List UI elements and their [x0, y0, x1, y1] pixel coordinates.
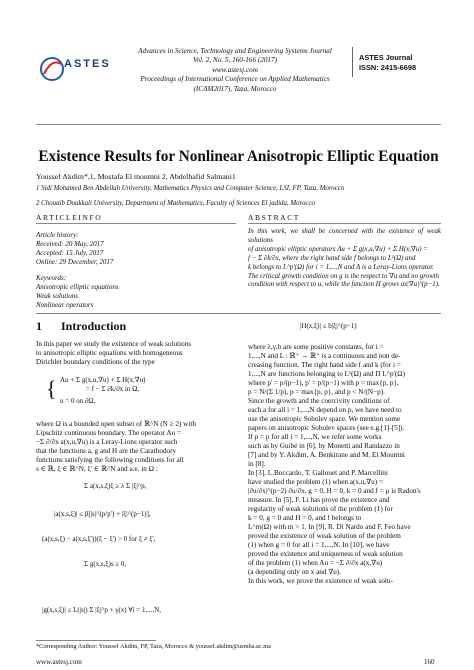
condition-4: Σ g(x,s,ξ)s ≥ 0,	[84, 560, 127, 568]
journal-link[interactable]: www.astesj.com	[212, 65, 258, 74]
abstract-line: f − Σ ∂k/∂x, where the right hand side f belongs to L¹(Ω) and	[248, 254, 416, 262]
journal-box-issn: ISSN: 2415-6698	[359, 63, 417, 72]
condition-2: |a(x,s,ξ)| ≤ β[|s|^(p/p') + |ξ|^(p−1)],	[54, 510, 151, 518]
equation-line: u = 0 on ∂Ω,	[60, 397, 96, 405]
journal-line: Advances in Science, Technology and Engineering Systems Journal	[138, 47, 332, 55]
text-line: Since the growth and the coercivity conditions of	[248, 397, 390, 405]
text-line: In this paper we study the existence of weak solutions	[36, 340, 192, 348]
footnote-divider	[36, 640, 156, 641]
text-line: In [3], L.Boccardo, T. Gallouet and P. Marcellini	[248, 469, 388, 477]
text-line: proved the existence of weak solution of the problem	[248, 532, 401, 540]
right-column-text	[248, 343, 441, 586]
text-line: measure. In [5], F. Li has prove the existence and	[248, 496, 390, 504]
abstract-line: In this work, we shall be concerned with the existence of weak solutions	[248, 228, 441, 244]
logo-text: ASTES	[64, 58, 111, 70]
equation-line: = f − Σ ∂k/∂x in Ω,	[86, 385, 140, 393]
journal-box	[352, 47, 440, 77]
text-line: (a depending only on x and ∇u).	[248, 568, 342, 576]
history-item: Accepted: 15 July, 2017	[36, 248, 104, 257]
text-line: creasing function. The right hand side f and k (for i =	[248, 361, 401, 369]
text-line: papers on anisotropic Sobolev spaces (see e.g.[1]-[5]).	[248, 424, 405, 432]
text-line: where p' = p/(p−1), p' = p/(p−1) with p = max{p, p},	[248, 379, 399, 387]
text-line: where Ω is a bounded open subset of ℝ^N (N ≥ 2) with	[36, 420, 196, 428]
abstract-line: condition with respect to u, while the function H grows as|∇u|^(p−1).	[248, 281, 440, 289]
abstract-line: The critical growth condition on g is the respect to ∇u and no growth	[248, 272, 440, 280]
article-history	[36, 231, 236, 267]
abstract-line: of anisotropic elliptic operators Au + Σ g(x,u,∇u) + Σ H(x,∇u) =	[248, 245, 428, 253]
footnote: *Corresponding Author: Youssef Akdim, FP, Taza, Morocco & youssef.akdim@usmba.ac.ma	[36, 643, 271, 650]
history-item: Online: 29 December, 2017	[36, 257, 114, 266]
text-line: of the problem (1) when Au = −Σ ∂/∂x a(x,∇u)	[248, 559, 383, 567]
condition-6: |H(x,ξ)| ≤ b|ξ|^(p−1)	[300, 322, 357, 330]
keyword: Nonlinear operators	[36, 300, 94, 309]
journal-line: Vol. 2, No. 5, 160-166 (2017)	[192, 56, 278, 65]
text-line: Dirichlet boundary conditions of the type	[36, 358, 155, 366]
text-line: [7] and by Y. Akdim, A. Benkirane and M. El Moumni	[248, 451, 405, 459]
operator-paragraph	[36, 420, 236, 474]
paper-title: Existence Results for Nonlinear Anisotropic Elliptic Equation	[38, 148, 439, 165]
condition-3: (a(x,s,ξ) − a(x,s,ξ'))(ξ − ξ') > 0 for ξ ≠ ξ',	[42, 535, 156, 543]
text-line: k = 0, g = 0 and H = 0, and f belongs to	[248, 514, 362, 522]
text-line: use the anisotropic Sobolev space. We mention some	[248, 415, 401, 423]
affiliation-1: 1 Sidi Mohamed Ben Abdellah University, Mathematics Physics and Computer Science, LSI, FP, Taza, Morocco	[36, 185, 345, 192]
section-heading	[36, 319, 126, 334]
journal-line: Proceedings of International Conference on Applied Mathematics	[140, 75, 330, 84]
abstract-box	[248, 223, 441, 224]
abstract-line: k belongs to L^p'(Ω) for i = 1,...,N and A is a Leray-Lions operator.	[248, 263, 434, 271]
equation-1	[46, 376, 241, 406]
text-line: In this work, we prove the existence of weak solu-	[248, 577, 393, 585]
abstract-text	[248, 228, 441, 290]
text-line: 1,...,N and L : ℝ⁺ → ℝ⁺ is a continuous and non de-	[248, 352, 401, 360]
footer-site-link[interactable]: www.astesj.com	[36, 658, 82, 666]
text-line: functions satisfying the following conditions for all	[36, 456, 184, 464]
text-line: such as by Guibé in [6], by Monetti and Randazzo in	[248, 442, 400, 450]
text-line: in [8].	[248, 460, 266, 468]
text-line: each a for all i = 1,...,N depend on p, we have need to	[248, 406, 402, 414]
text-line: L^m(Ω) with m > 1. In [9], R. Di Nardo and F. Feo have	[248, 523, 411, 531]
intro-paragraph	[36, 340, 236, 367]
section-number: 1	[36, 319, 42, 333]
condition-5: |g(x,s,ξ)| ≤ L(|s|) Σ |ξ|^p + γ(x) ∀i = 1,...,N,	[42, 606, 162, 614]
history-item: Received: 20 May, 2017	[36, 239, 104, 248]
article-info-heading: ARTICLEINFO	[36, 213, 103, 222]
divider	[36, 313, 441, 314]
equation-line: Au + Σ g(x,u,∇u) + Σ H(x,∇u)	[60, 376, 146, 384]
text-line: p = N/(Σ 1/p), p = max{p, p}, and p < N/(N−p).	[248, 388, 385, 396]
text-line: 1,...,N are functions belonging to L¹(Ω) and Π L^p'(Ω)	[248, 370, 406, 378]
text-line: proved the existence and uniqueness of weak solution	[248, 550, 403, 558]
keywords	[36, 274, 236, 310]
text-line: If p = p for all i = 1,...,N, we refer some works	[248, 433, 382, 441]
text-line: s ∈ ℝ, ξ ∈ ℝ^N, ξ' ∈ ℝ^N and a.e. in Ω :	[36, 465, 158, 473]
authors: Youssef Akdim*,1, Mostafa El moumni 2, Abdelhafid Salmani1	[36, 172, 236, 181]
history-label: Article history:	[36, 231, 79, 239]
affiliation-2: 2 Chouaib Doukkali University, Department of Mathematics, Faculty of Sciences El jadida, Morocco	[36, 200, 315, 207]
page-number: 160	[424, 658, 435, 666]
text-line: −Σ ∂/∂x a(x,u,∇u) is a Leray-Lions operator such	[36, 438, 178, 446]
text-line: Lipschitz continuous boundary. The operator Au =	[36, 429, 181, 437]
text-line: that the functions a, g and H are the Carathodory	[36, 447, 177, 455]
text-line: (1) when g = 0 for all i = 1,...,N. In [10], we have	[248, 541, 390, 549]
keywords-label: Keywords:	[36, 274, 67, 282]
condition-1: Σ a(x,s,ξ)ξ ≥ λ Σ |ξ|^p,	[84, 482, 147, 490]
journal-box-title: ASTES Journal	[359, 53, 413, 62]
journal-line: (ICAM2017), Taza, Morocco	[193, 84, 277, 93]
text-line: regularity of weak solutions of the problem (1) for	[248, 505, 393, 513]
keyword: Anisotropic elliptic equations	[36, 282, 119, 291]
abstract-heading: ABSTRACT	[248, 213, 300, 222]
text-line: |∂u/∂x|^(p−2) ∂u/∂x, g = 0, H = 0, k = 0 and f = μ is Radon's	[248, 487, 421, 495]
section-title: Introduction	[61, 319, 127, 333]
divider	[36, 124, 441, 125]
brace-icon: {	[46, 376, 57, 401]
text-line: have studied the problem (1) when a(x,u,∇u) =	[248, 478, 384, 486]
text-line: to anisotropic elliptic equations with homogeneous	[36, 349, 183, 357]
journal-header	[120, 47, 350, 94]
text-line: where λ,γ,b are some positive constants, for i =	[248, 343, 384, 351]
keyword: Weak solutions	[36, 291, 78, 300]
